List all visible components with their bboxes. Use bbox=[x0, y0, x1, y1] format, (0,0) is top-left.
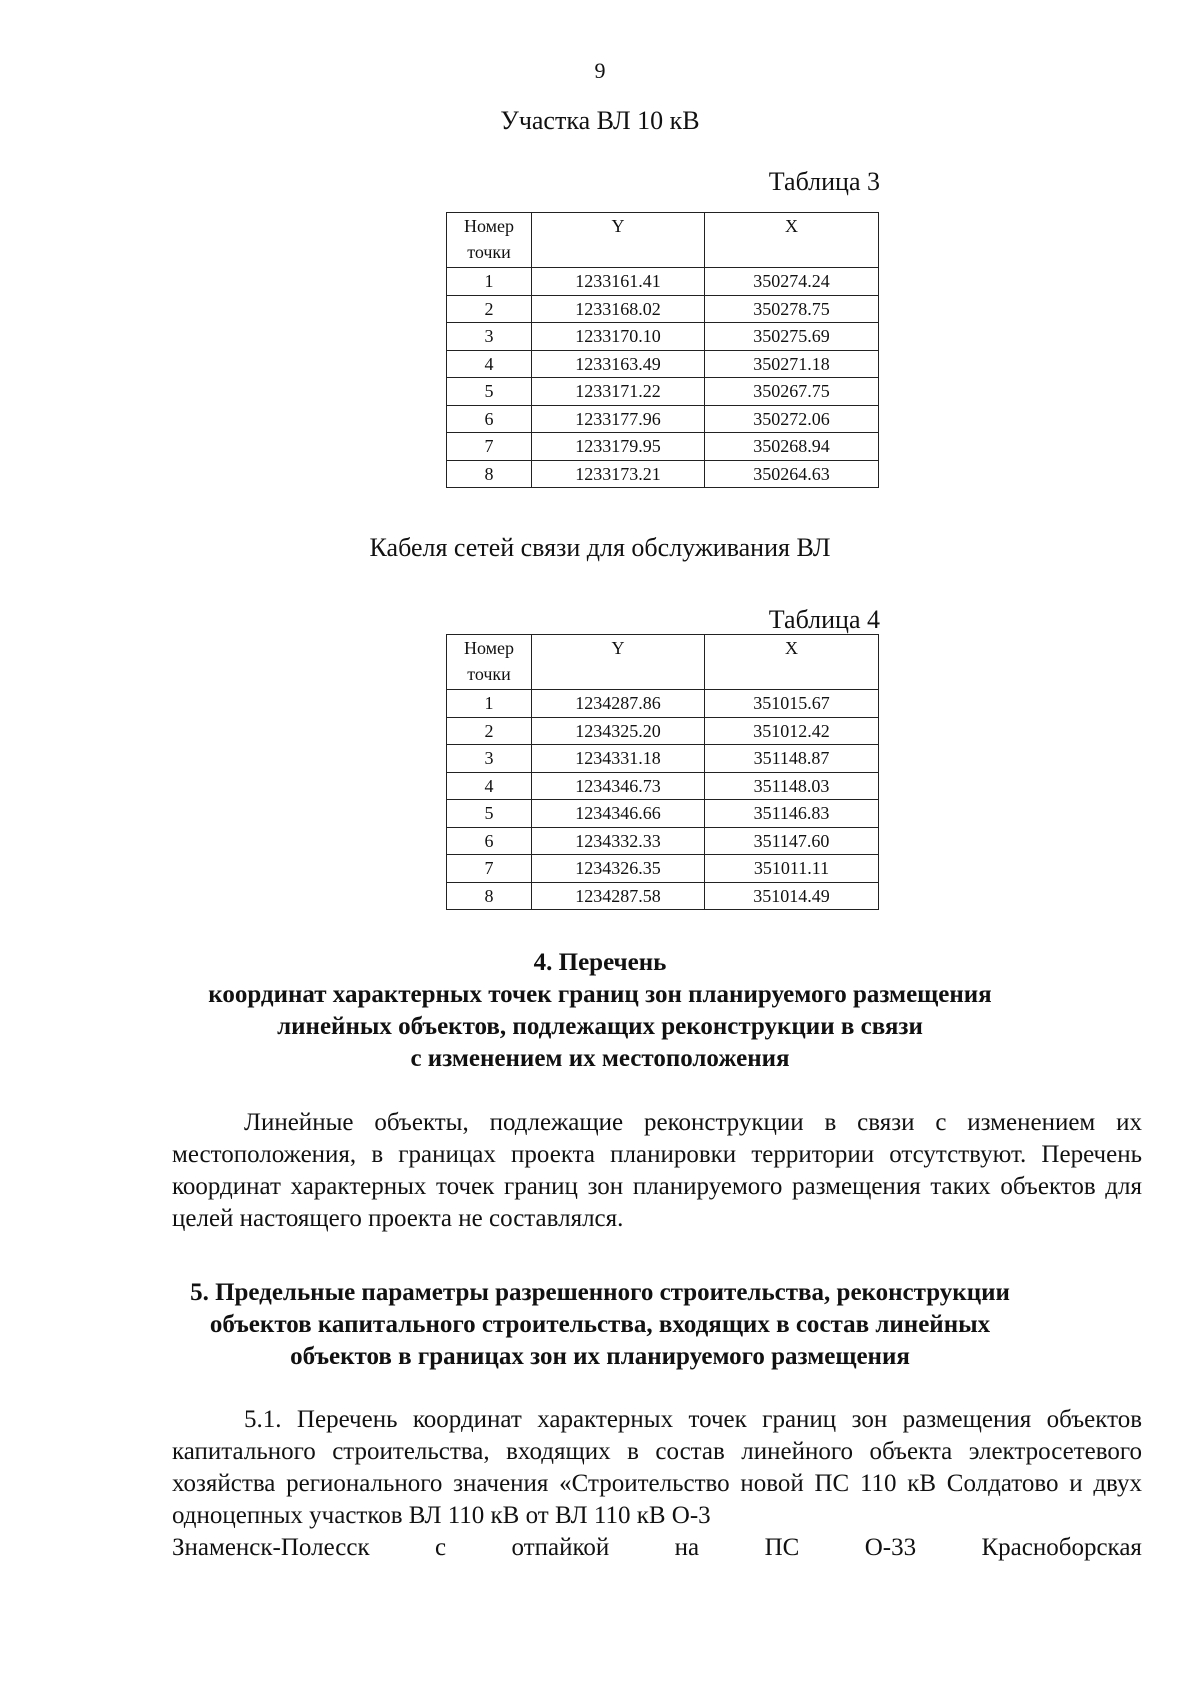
y-cell: 1233170.10 bbox=[532, 323, 705, 351]
y-cell: 1233161.41 bbox=[532, 268, 705, 296]
table-3-container bbox=[446, 212, 879, 488]
last-line-word: с bbox=[435, 1534, 447, 1561]
point-number-cell: 7 bbox=[447, 433, 532, 461]
section-5-paragraph-text: 5.1. Перечень координат характерных точек границ зон размещения объектов капитального строительства, входящих в состав линейного объекта электросетевого хозяйства регионального значения «Строительство новой ПС 110 кВ Солдатово и двух одноцепных участков ВЛ 110 кВ от ВЛ 110 кВ О-3 bbox=[172, 1406, 1142, 1529]
table-row bbox=[447, 800, 879, 828]
table-4-label: Таблица 4 bbox=[768, 605, 880, 634]
point-number-cell: 4 bbox=[447, 772, 532, 800]
section-5-heading-line-1: 5. Предельные параметры разрешенного строительства, реконструкции bbox=[190, 1279, 1010, 1306]
last-line-word: О-33 bbox=[864, 1534, 917, 1561]
table-row bbox=[447, 827, 879, 855]
table-row bbox=[447, 717, 879, 745]
x-cell: 351146.83 bbox=[705, 800, 879, 828]
point-number-cell: 4 bbox=[447, 350, 532, 378]
table-3-header-x: X bbox=[705, 213, 879, 268]
point-number-cell: 1 bbox=[447, 690, 532, 718]
last-line-word: отпайкой bbox=[511, 1534, 610, 1561]
point-number-cell: 6 bbox=[447, 827, 532, 855]
point-number-cell: 3 bbox=[447, 323, 532, 351]
x-cell: 350274.24 bbox=[705, 268, 879, 296]
section-4-heading bbox=[0, 947, 1200, 1075]
table-row bbox=[447, 460, 879, 488]
table-row bbox=[447, 690, 879, 718]
section-5-heading-line-2: объектов капитального строительства, входящих в состав линейных bbox=[209, 1311, 991, 1338]
x-cell: 350268.94 bbox=[705, 433, 879, 461]
section-4-heading-line-3: линейных объектов, подлежащих реконструкции в связи bbox=[277, 1013, 923, 1040]
x-cell: 351148.03 bbox=[705, 772, 879, 800]
y-cell: 1233171.22 bbox=[532, 378, 705, 406]
table-4-container bbox=[446, 634, 879, 910]
last-line-word: на bbox=[674, 1534, 700, 1561]
y-cell: 1234346.66 bbox=[532, 800, 705, 828]
table-row bbox=[447, 745, 879, 773]
section-4-paragraph-text: Линейные объекты, подлежащие реконструкции в связи с изменением их местоположения, в границах проекта планировки территории отсутствуют. Перечень координат характерных точек границ зон планируемого размещения таких объектов для целей настоящего проекта не составлялся. bbox=[172, 1109, 1142, 1232]
table-4 bbox=[446, 634, 879, 910]
y-cell: 1233177.96 bbox=[532, 405, 705, 433]
y-cell: 1234325.20 bbox=[532, 717, 705, 745]
page-number: 9 bbox=[594, 58, 606, 83]
table-3-label: Таблица 3 bbox=[768, 167, 880, 196]
table-3-header-y: Y bbox=[532, 213, 705, 268]
x-cell: 351148.87 bbox=[705, 745, 879, 773]
y-cell: 1234287.86 bbox=[532, 690, 705, 718]
section-5-heading-line-3: объектов в границах зон их планируемого размещения bbox=[290, 1343, 910, 1370]
x-cell: 350267.75 bbox=[705, 378, 879, 406]
table-row bbox=[447, 378, 879, 406]
section-5-heading bbox=[0, 1277, 1200, 1373]
table-row bbox=[447, 772, 879, 800]
table-row bbox=[447, 323, 879, 351]
point-number-cell: 1 bbox=[447, 268, 532, 296]
y-cell: 1233168.02 bbox=[532, 295, 705, 323]
point-number-cell: 2 bbox=[447, 717, 532, 745]
table-3 bbox=[446, 212, 879, 488]
section-5-paragraph-last-line bbox=[172, 1532, 1142, 1564]
point-number-cell: 7 bbox=[447, 855, 532, 883]
x-cell: 351011.11 bbox=[705, 855, 879, 883]
point-number-cell: 6 bbox=[447, 405, 532, 433]
table-row bbox=[447, 855, 879, 883]
point-number-cell: 8 bbox=[447, 460, 532, 488]
table-4-header-number: Номер точки bbox=[447, 635, 532, 690]
last-line-word: Знаменск-Полесск bbox=[172, 1534, 370, 1561]
point-number-cell: 8 bbox=[447, 882, 532, 910]
section-4-heading-line-2: координат характерных точек границ зон планируемого размещения bbox=[208, 981, 992, 1008]
x-cell: 350272.06 bbox=[705, 405, 879, 433]
y-cell: 1233173.21 bbox=[532, 460, 705, 488]
table-row bbox=[447, 295, 879, 323]
table-row bbox=[447, 268, 879, 296]
table-4-header-y: Y bbox=[532, 635, 705, 690]
section-4-heading-line-4: с изменением их местоположения bbox=[410, 1045, 790, 1072]
y-cell: 1234287.58 bbox=[532, 882, 705, 910]
last-line-word: Красноборская bbox=[981, 1534, 1142, 1561]
y-cell: 1234331.18 bbox=[532, 745, 705, 773]
x-cell: 351012.42 bbox=[705, 717, 879, 745]
y-cell: 1233163.49 bbox=[532, 350, 705, 378]
x-cell: 350264.63 bbox=[705, 460, 879, 488]
section-4-paragraph bbox=[172, 1107, 1142, 1235]
section-title-vl10: Участка ВЛ 10 кВ bbox=[500, 106, 700, 135]
section-title-cables: Кабеля сетей связи для обслуживания ВЛ bbox=[369, 533, 831, 562]
y-cell: 1234332.33 bbox=[532, 827, 705, 855]
point-number-cell: 2 bbox=[447, 295, 532, 323]
x-cell: 350278.75 bbox=[705, 295, 879, 323]
table-row bbox=[447, 350, 879, 378]
last-line-word: ПС bbox=[764, 1534, 800, 1561]
y-cell: 1234346.73 bbox=[532, 772, 705, 800]
table-row bbox=[447, 433, 879, 461]
table-4-header-x: X bbox=[705, 635, 879, 690]
table-row bbox=[447, 405, 879, 433]
table-row bbox=[447, 882, 879, 910]
x-cell: 350275.69 bbox=[705, 323, 879, 351]
table-3-header-number: Номер точки bbox=[447, 213, 532, 268]
x-cell: 351147.60 bbox=[705, 827, 879, 855]
point-number-cell: 5 bbox=[447, 800, 532, 828]
point-number-cell: 3 bbox=[447, 745, 532, 773]
section-5-paragraph bbox=[172, 1404, 1142, 1564]
x-cell: 350271.18 bbox=[705, 350, 879, 378]
y-cell: 1233179.95 bbox=[532, 433, 705, 461]
x-cell: 351014.49 bbox=[705, 882, 879, 910]
y-cell: 1234326.35 bbox=[532, 855, 705, 883]
x-cell: 351015.67 bbox=[705, 690, 879, 718]
point-number-cell: 5 bbox=[447, 378, 532, 406]
section-4-heading-line-1: 4. Перечень bbox=[533, 949, 667, 976]
